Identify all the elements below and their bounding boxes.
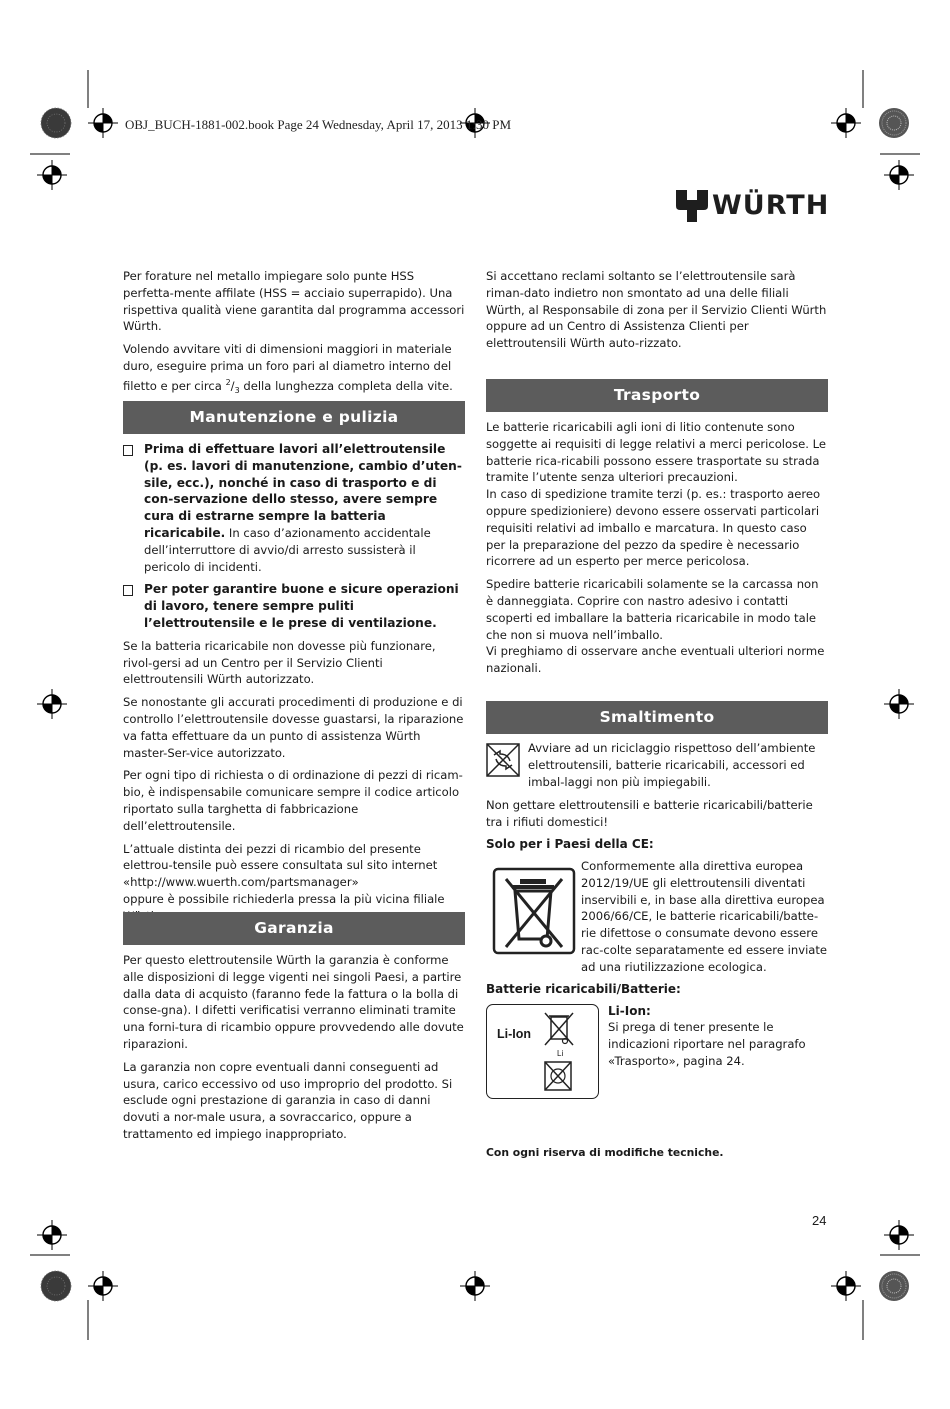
disposal-heading: Smaltimento (486, 701, 828, 734)
parts-branch-text: oppure è possibile richiederla pressa la più vicina filiale (123, 891, 445, 906)
intro-paragraph-2 (123, 341, 465, 400)
ce-countries-label: Solo per i Paesi della CE: (486, 837, 654, 851)
brand-name: WÜRTH (712, 190, 830, 221)
maintenance-paragraph-2: Se nonostante gli accurati procedimenti di produzione e di controllo l’elettroutensile dovesse guastarsi, la riparazione va fatta effettuare da un punto di assistenza Würth master-Ser-vice autorizzato. (123, 695, 464, 760)
fraction-denominator: 3 (234, 385, 240, 395)
recycle-icon (486, 743, 520, 777)
transport-paragraph-1 (486, 419, 828, 570)
intro-paragraph-1: Per forature nel metallo impiegare solo punte HSS perfetta-mente affilate (HSS = acciaio superrapido). Una rispettiva qualità viene garantita dal programma accessori Würth. (123, 269, 465, 334)
maintenance-bullet-1 (123, 441, 465, 575)
batteries-label: Batterie ricaricabili/Batterie: (486, 982, 681, 996)
left-column (123, 268, 465, 406)
bullet-2-bold-text: Per poter garantire buone e sicure operazioni di lavoro, tenere sempre puliti l’elettroutensile e le prese di ventilazione. (144, 582, 459, 630)
maintenance-heading: Manutenzione e pulizia (123, 401, 465, 434)
transport-p1a: Le batterie ricaricabili agli ioni di litio contenute sono soggette ai requisiti di legge relativi a merci pericolose. Le batterie rica-ricabili possono essere trasportate su strada tramite l’utente senza ulteriori precauzioni. (486, 420, 827, 485)
transport-paragraph-2 (486, 576, 828, 677)
li-small-text: Li (557, 1049, 564, 1058)
bullet-1-bold-text: Prima di effettuare lavori all’elettroutensile (p. es. lavori di manutenzione, cambio d’uten-sile, ecc.), nonché in caso di trasporto e di con-servazione dello stesso, avere sempre cura di estrarne sempre la batteria ricaricabile. (144, 442, 462, 540)
maintenance-paragraph-1: Se la batteria ricaricabile non dovesse più funzionare, rivol-gersi ad un Centro per il Servizio Clienti elettroutensili Würth autorizzato. (123, 638, 436, 687)
warranty-paragraph-2: La garanzia non copre eventuali danni conseguenti ad usura, carico eccessivo od uso improprio del prodotto. Si esclude ogni prestazione di garanzia in caso di danni dovuti a nor-male usura, a sovraccarico, oppure a trattamento ed impiego inappropriato. (123, 1059, 453, 1141)
small-crossed-bin-icon (543, 1011, 575, 1051)
transport-p2b: Vi preghiamo di osservare anche eventuali ulteriori norme nazionali. (486, 644, 825, 676)
recycle-text: Avviare ad un riciclaggio rispettoso dell’ambiente elettroutensili, batterie ricaricabili, accessori ed imbal-laggi non più impiegabili. (528, 741, 816, 789)
liion-label: Li-Ion: (608, 1004, 651, 1018)
checkbox-bullet-icon (123, 585, 133, 596)
liion-icon-text: Li-Ion (497, 1027, 532, 1041)
maintenance-section (123, 441, 465, 931)
fraction-slash: / (230, 378, 235, 393)
maintenance-bullet-2 (123, 581, 465, 631)
crossed-bin-icon (492, 867, 576, 955)
footer-note: Con ogni riserva di modifiche tecniche. (486, 1146, 724, 1159)
maintenance-paragraph-3: Per ogni tipo di richiesta o di ordinazione di pezzi di ricam-bio, è indispensabile comunicare sempre il codice articolo riportato sulla targhetta di fabbricazione dell’elettroutensile. (123, 768, 463, 833)
wurth-logo-icon (674, 188, 710, 224)
warranty-section (123, 952, 465, 1149)
liion-text: Si prega di tener presente le indicazioni riportare nel paragrafo «Trasporto», pagina 24. (608, 1020, 806, 1068)
parts-list-text: L’attuale distinta dei pezzi di ricambio del presente elettrou-tensile può essere consultata sul sito internet (123, 841, 438, 873)
warranty-heading: Garanzia (123, 912, 465, 945)
transport-p1b: In caso di spedizione tramite terzi (p. es.: trasporto aereo oppure spedizioniere) devono essere osservati particolari requisiti relativi ad imballo e marcatura. In questo caso per la preparazione del pezzo da spedire è necessario ricorrere ad un esperto per merce pericolosa. (486, 487, 821, 569)
right-column (486, 268, 828, 358)
transport-heading: Trasporto (486, 379, 828, 412)
recycle-battery-icon (544, 1061, 572, 1091)
bullet-1-text: In caso d’azionamento accidentale dell’interruttore di avvio/di arresto sussisterà il pericolo di incidenti. (144, 525, 431, 574)
household-waste-text: Non gettare elettroutensili e batterie ricaricabili/batterie tra i rifiuti domestici! (486, 798, 813, 829)
fraction-numerator: 2 (225, 377, 231, 387)
document-meta-header: OBJ_BUCH-1881-002.book Page 24 Wednesday, April 17, 2013 1:30 PM (125, 117, 512, 132)
intro-p2-text-b: della lunghezza completa della vite. (239, 378, 453, 393)
page-number: 24 (812, 1213, 827, 1228)
transport-section (486, 419, 828, 683)
ce-directive-text: Conformemente alla direttiva europea 2012/19/UE gli elettroutensili diventati inservibili e, in base alla direttiva europea 2006/66/CE, le batterie ricaricabili/batte-rie difettose o consumate devono essere rac-colte separatamente ed essere inviate ad una riutilizzazione ecologica. (581, 859, 828, 974)
claims-paragraph: Si accettano reclami soltanto se l’elettroutensile sarà riman-dato indietro non smontato ad una delle filiali Würth, al Responsabile di zona per il Servizio Clienti Würth oppure ad un Centro di Assistenza Clienti per elettroutensili Würth auto-rizzato. (486, 269, 827, 351)
intro-p2-text-a: Volendo avvitare viti di dimensioni maggiori in materiale duro, eseguire prima un foro pari al diametro interno del filetto e per circa (123, 342, 452, 393)
wurth-logo (674, 188, 834, 224)
transport-p2a: Spedire batterie ricaricabili solamente se la carcassa non è danneggiata. Coprire con nastro adesivo i contatti scoperti ed imballare la batteria ricaricabile in modo tale che non si muova nell’imballo. (486, 577, 819, 642)
checkbox-bullet-icon (123, 445, 133, 456)
liion-battery-icon (486, 1004, 599, 1099)
parts-manager-link[interactable]: «http://www.wuerth.com/partsmanager» (123, 875, 359, 890)
warranty-paragraph-1: Per questo elettroutensile Würth la garanzia è conforme alle disposizioni di legge vigenti nei singoli Paesi, a partire dalla data di acquisto (faranno fede la fattura o la bolla di conse-gna). I difetti verificatisi verranno eliminati tramite una forni-tura di ricambio oppure provvedendo alle dovute riparazioni. (123, 953, 464, 1051)
